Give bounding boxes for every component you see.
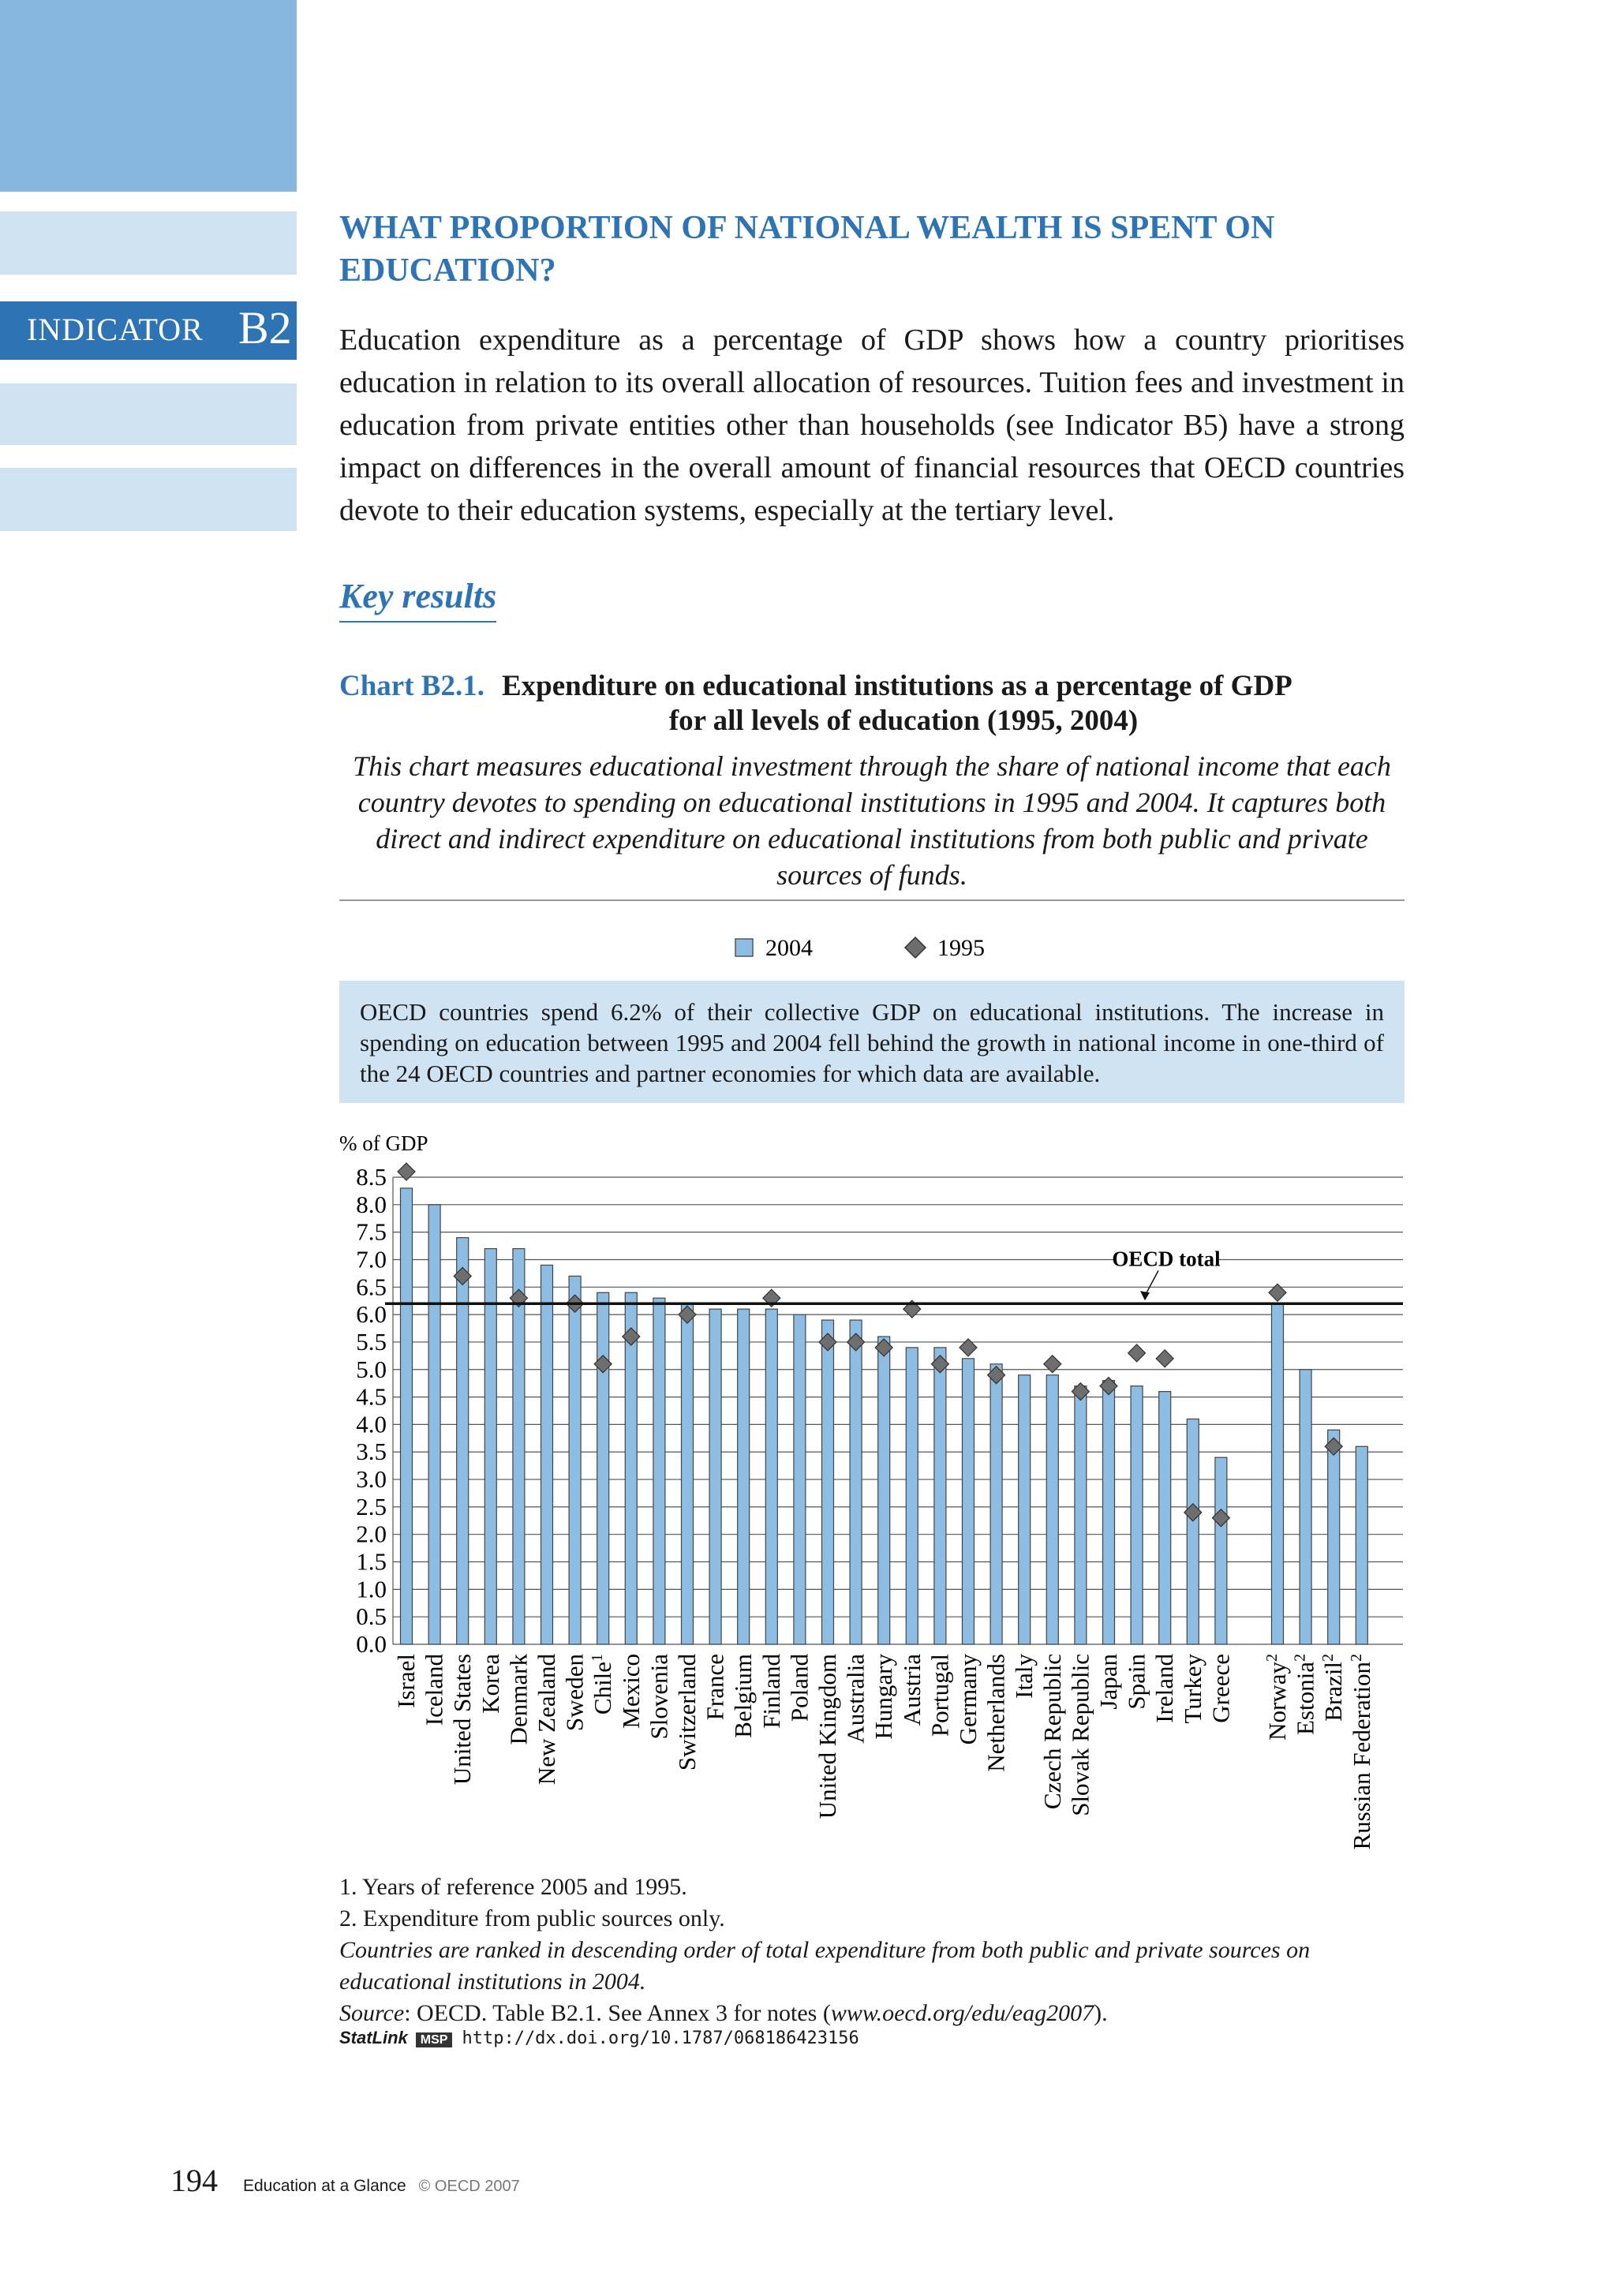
bar-2004-estonia — [1300, 1370, 1311, 1644]
bar-2004-australia — [850, 1320, 862, 1644]
oecd-total-pointer — [1145, 1270, 1158, 1296]
copyright: © OECD 2007 — [418, 2178, 520, 2195]
chart-legend — [726, 929, 1120, 969]
x-tick-label: Slovenia — [645, 1654, 673, 1740]
x-tick-label: Turkey — [1178, 1654, 1206, 1724]
source-note — [339, 1998, 1405, 2029]
oecd-total-arrowhead — [1140, 1291, 1150, 1300]
chart-title-line1: Expenditure on educational institutions as a percentage of GDP — [501, 670, 1292, 702]
chart-heading — [339, 669, 1405, 739]
y-tick-label: 5.5 — [356, 1327, 387, 1356]
bar-2004-brazil — [1328, 1430, 1340, 1644]
divider — [339, 899, 1405, 901]
y-axis-label: % of GDP — [339, 1131, 428, 1155]
bar-2004-poland — [794, 1314, 806, 1644]
bar-2004-sweden — [569, 1276, 581, 1644]
bar-2004-japan — [1103, 1381, 1115, 1644]
ranking-note: Countries are ranked in descending order of total expenditure from both public and private sources on educational institutions in 2004. — [339, 1937, 1311, 1995]
y-tick-label: 5.0 — [356, 1355, 387, 1383]
chart-notes — [339, 1872, 1405, 2029]
bar-2004-finland — [765, 1309, 777, 1644]
page-title: WHAT PROPORTION OF NATIONAL WEALTH IS SPENT ON EDUCATION? — [339, 210, 1275, 289]
statlink-label: StatLink — [339, 2028, 408, 2047]
bar-2004-israel — [401, 1188, 413, 1644]
note-2: 2. Expenditure from public sources only. — [339, 1905, 725, 1931]
source-label: Source — [339, 2000, 405, 2026]
x-tick-label: Greece — [1206, 1654, 1235, 1723]
x-tick-label: Korea — [476, 1654, 504, 1714]
legend-label-1995: 1995 — [937, 935, 985, 961]
x-tick-label: Netherlands — [982, 1654, 1010, 1772]
source-text: : OECD. Table B2.1. See Annex 3 for notes ( — [404, 2000, 831, 2026]
bar-2004-czech-republic — [1046, 1375, 1058, 1644]
y-tick-label: 6.5 — [356, 1273, 387, 1301]
y-tick-label: 4.0 — [356, 1410, 387, 1438]
x-tick-label: Spain — [1122, 1654, 1150, 1710]
indicator-code: B2 — [238, 302, 292, 353]
bar-2004-france — [709, 1309, 721, 1644]
statlink-icon: MSP — [416, 2032, 453, 2047]
bar-2004-new-zealand — [541, 1265, 553, 1644]
bar-2004-united-states — [457, 1238, 469, 1644]
bar-2004-norway — [1272, 1303, 1284, 1644]
side-band-1 — [0, 211, 297, 275]
marker-1995-czech-republic — [1044, 1356, 1061, 1373]
bar-2004-iceland — [428, 1205, 440, 1644]
x-tick-label: Ireland — [1150, 1654, 1179, 1723]
bar-chart — [331, 1120, 1405, 1878]
bar-2004-netherlands — [990, 1364, 1002, 1644]
bar-2004-turkey — [1187, 1419, 1199, 1644]
x-tick-label: Brazil$^2$ — [1319, 1654, 1348, 1722]
x-tick-label: Hungary — [870, 1654, 898, 1740]
y-tick-label: 2.0 — [356, 1520, 387, 1548]
bar-2004-chile — [597, 1292, 609, 1644]
x-tick-label: Mexico — [616, 1654, 645, 1729]
bar-2004-austria — [906, 1348, 918, 1644]
x-tick-label: Belgium — [729, 1654, 758, 1738]
x-tick-label: Slovak Republic — [1066, 1654, 1094, 1816]
y-tick-label: 7.5 — [356, 1217, 387, 1246]
x-tick-label: Germany — [954, 1654, 982, 1745]
x-tick-label: Iceland — [420, 1654, 448, 1726]
x-tick-label: Chile$^1$ — [589, 1654, 617, 1715]
marker-1995-ireland — [1156, 1350, 1173, 1367]
x-tick-label: United Kingdom — [814, 1654, 841, 1819]
oecd-total-label: OECD total — [1112, 1247, 1221, 1271]
bar-2004-greece — [1215, 1457, 1227, 1644]
y-tick-label: 2.5 — [356, 1492, 387, 1520]
x-tick-label: Finland — [757, 1654, 785, 1729]
indicator-label: INDICATOR — [27, 312, 204, 347]
bar-2004-hungary — [878, 1337, 890, 1644]
bar-2004-spain — [1131, 1386, 1143, 1644]
bar-2004-ireland — [1159, 1392, 1171, 1644]
source-url[interactable]: www.oecd.org/edu/eag2007 — [830, 2000, 1094, 2026]
y-tick-label: 3.5 — [356, 1438, 387, 1466]
bar-2004-denmark — [513, 1249, 525, 1644]
chart-description: This chart measures educational investment through the share of national income that each country devotes to spending on educational institutions in 1995 and 2004. It captures both direct and indirect expenditure on educational institutions from both public and private sources of funds. — [353, 750, 1391, 891]
x-tick-label: Japan — [1094, 1654, 1122, 1710]
bar-2004-korea — [484, 1249, 496, 1644]
y-tick-label: 4.5 — [356, 1382, 387, 1411]
bar-2004-united-kingdom — [822, 1320, 834, 1644]
bar-2004-germany — [963, 1359, 974, 1644]
x-tick-label: Switzerland — [673, 1654, 701, 1771]
x-tick-label: Sweden — [560, 1654, 589, 1732]
chart-number: Chart B2.1. — [339, 670, 484, 702]
statlink-url[interactable]: http://dx.doi.org/10.1787/068186423156 — [462, 2029, 859, 2048]
y-tick-label: 1.5 — [356, 1547, 387, 1576]
publication-name: Education at a Glance — [243, 2177, 406, 2195]
intro-paragraph: Education expenditure as a percentage of GDP shows how a country prioritises education in relation to its overall allocation of resources. Tuition fees and investment in education from private entities other than households (see Indicator B5) have a strong impact on differences in the overall amount of financial resources that OECD countries devote to their education systems, especially at the tertiary level. — [339, 323, 1405, 527]
bar-2004-switzerland — [682, 1303, 694, 1644]
y-tick-label: 3.0 — [356, 1465, 387, 1494]
x-tick-label: Estonia$^2$ — [1291, 1654, 1319, 1735]
page-footer — [170, 2162, 520, 2199]
y-tick-label: 7.0 — [356, 1245, 387, 1273]
x-tick-label: Israel — [392, 1654, 420, 1708]
x-tick-label: Russian Federation$^2$ — [1347, 1654, 1375, 1850]
x-tick-label: New Zealand — [533, 1654, 560, 1786]
x-tick-label: United States — [448, 1654, 477, 1786]
callout-box: OECD countries spend 6.2% of their collective GDP on educational institutions. The increase in spending on education between 1995 and 2004 fell behind the growth in national income in one-third of the 24 OECD countries and partner economies for which data are available. — [339, 981, 1405, 1103]
y-tick-label: 8.0 — [356, 1190, 387, 1218]
note-1: 1. Years of reference 2005 and 1995. — [339, 1874, 687, 1900]
indicator-badge — [0, 301, 297, 360]
legend-swatch-2004 — [735, 939, 753, 956]
marker-1995-israel — [398, 1163, 415, 1180]
x-tick-label: Italy — [1010, 1654, 1038, 1699]
x-tick-label: Austria — [897, 1654, 926, 1726]
source-end: ). — [1094, 2000, 1108, 2026]
bar-2004-belgium — [738, 1309, 750, 1644]
x-tick-label: Australia — [841, 1654, 870, 1744]
marker-1995-norway — [1269, 1284, 1286, 1301]
y-tick-label: 1.0 — [356, 1575, 387, 1603]
legend-label-2004: 2004 — [765, 935, 813, 961]
x-tick-label: Czech Republic — [1038, 1654, 1066, 1810]
side-banner-top — [0, 0, 297, 192]
bar-2004-slovenia — [653, 1298, 665, 1644]
bar-2004-russian-federation — [1356, 1446, 1367, 1644]
x-tick-label: Denmark — [504, 1654, 533, 1745]
marker-1995-spain — [1128, 1344, 1146, 1362]
y-tick-label: 0.0 — [356, 1630, 387, 1658]
x-tick-label: Portugal — [926, 1654, 954, 1737]
marker-1995-germany — [960, 1339, 977, 1356]
key-results-heading: Key results — [339, 576, 496, 623]
bar-2004-portugal — [934, 1348, 946, 1644]
side-band-3 — [0, 468, 297, 531]
x-tick-label: Norway$^2$ — [1263, 1654, 1291, 1741]
chart-title-line2: for all levels of education (1995, 2004) — [668, 705, 1139, 737]
bar-2004-slovak-republic — [1075, 1386, 1087, 1644]
x-tick-label: France — [701, 1654, 729, 1721]
side-band-2 — [0, 383, 297, 445]
y-tick-label: 0.5 — [356, 1602, 387, 1631]
statlink — [339, 2028, 859, 2048]
y-tick-label: 6.0 — [356, 1300, 387, 1329]
x-tick-label: Poland — [785, 1654, 814, 1722]
legend-marker-1995 — [905, 937, 926, 958]
page-number: 194 — [170, 2163, 218, 2198]
bar-2004-italy — [1019, 1375, 1031, 1644]
y-tick-label: 8.5 — [356, 1163, 387, 1191]
